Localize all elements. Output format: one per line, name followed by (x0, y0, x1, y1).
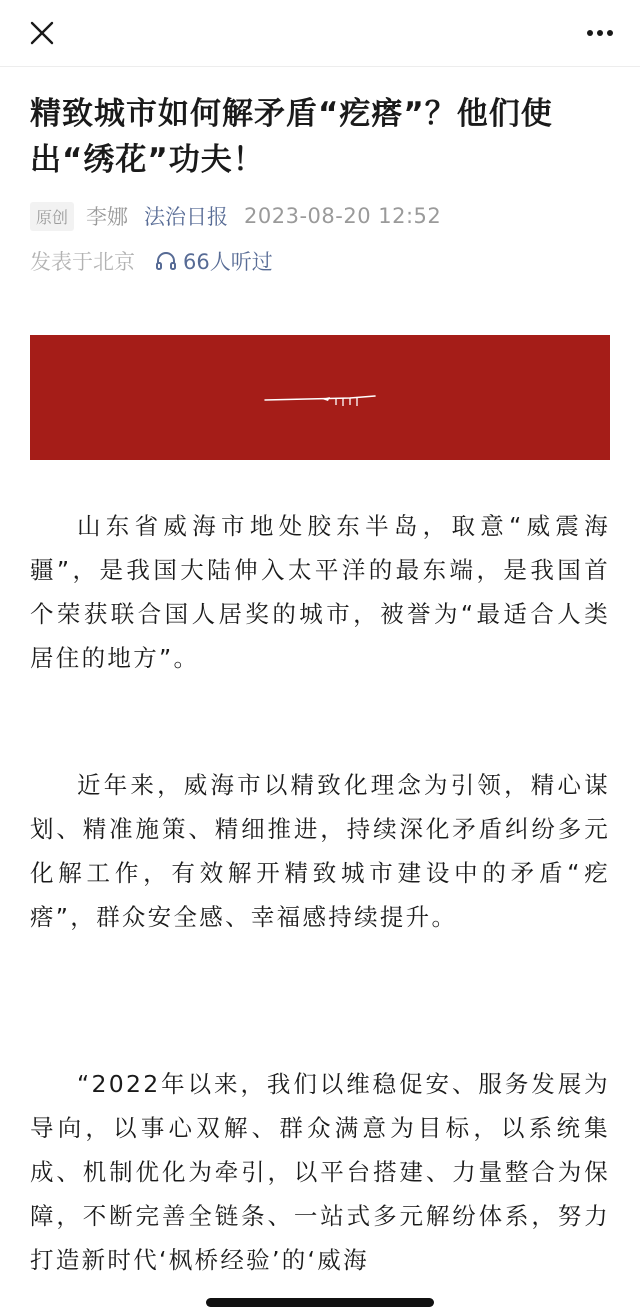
brush-stroke-decoration (30, 335, 610, 460)
top-navigation-bar (0, 0, 640, 67)
article-meta (30, 200, 441, 232)
header-banner-image (30, 335, 610, 460)
home-indicator[interactable] (206, 1298, 434, 1307)
article-title: 精致城市如何解矛盾“疙瘩”？他们使出“绣花”功夫！ (30, 96, 553, 178)
account-name-link[interactable]: 法治日报 (144, 205, 229, 229)
more-options-button[interactable] (580, 13, 620, 53)
headphones-icon (155, 250, 177, 272)
author-name: 李娜 (86, 205, 129, 229)
article-paragraph: “2022年以来，我们以维稳促安、服务发展为导向，以事心双解、群众满意为目标，以系统集成、机制优化为牵引，以平台搭建、力量整合为保障，不断完善全链条、一站式多元解纷体系，努力打造新时代‘枫桥经验’的‘威海 (30, 1070, 610, 1274)
publish-location: 发表于北京 (30, 250, 135, 274)
listen-count-label: 66人听过 (183, 250, 273, 274)
article-meta-secondary (30, 245, 273, 277)
close-button[interactable] (22, 13, 62, 53)
original-badge: 原创 (30, 202, 74, 231)
article-paragraph: 近年来，威海市以精致化理念为引领，精心谋划、精准施策、精细推进，持续深化矛盾纠纷多元化解工作，有效解开精致城市建设中的矛盾“疙瘩”，群众安全感、幸福感持续提升。 (30, 771, 610, 931)
article-paragraph: 山东省威海市地处胶东半岛，取意“威震海疆”，是我国大陆伸入太平洋的最东端，是我国首个荣获联合国人居奖的城市，被誉为“最适合人类居住的地方”。 (30, 512, 610, 672)
close-icon (22, 13, 62, 53)
listen-count-button[interactable] (155, 246, 273, 276)
publish-datetime: 2023-08-20 12:52 (244, 204, 442, 228)
more-dots-icon (580, 13, 620, 53)
